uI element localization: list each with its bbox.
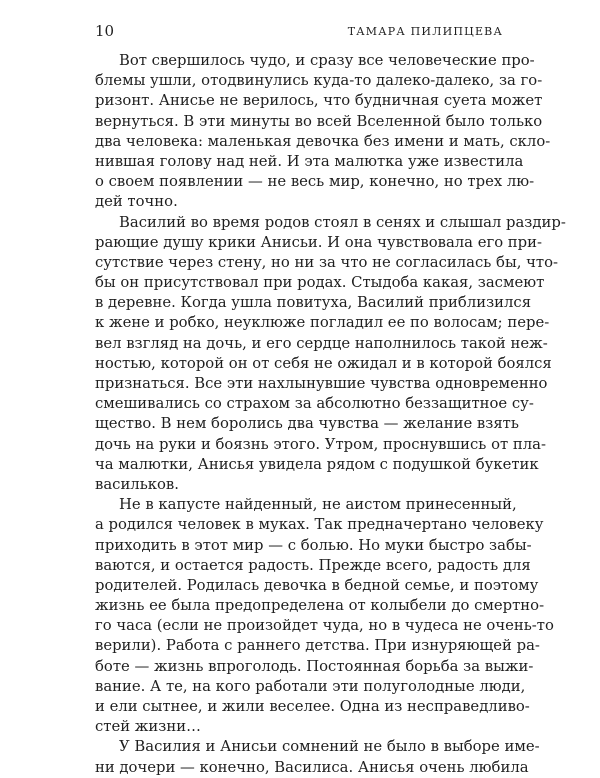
text-line: ностью, которой он от себя не ожидал и в которой боялся <box>95 354 552 372</box>
text-line: вание. А те, на кого работали эти полуголодные люди, <box>95 677 526 695</box>
text-line: У Василия и Анисьи сомнений не было в выборе име- <box>119 738 540 756</box>
text-line: ча малютки, Анисья увидела рядом с подушкой букетик <box>95 455 539 473</box>
text-line: признаться. Все эти нахлынувшие чувства одновременно <box>95 375 548 392</box>
text-line: приходить в этот мир — с болью. Но муки быстро забы- <box>95 536 532 554</box>
paragraph <box>95 737 540 777</box>
text-line: вел взгляд на дочь, и его сердце наполнилось такой неж- <box>95 334 548 352</box>
text-line: и ели сытнее, и жили веселее. Одна из несправедливо- <box>95 698 530 715</box>
body-text <box>95 51 566 778</box>
text-line: родителей. Родилась девочка в бедной семье, и поэтому <box>95 576 539 594</box>
text-line: сутствие через стену, но ни за что не согласилась бы, что- <box>95 253 559 271</box>
text-line: вернуться. В эти минуты во всей Вселенной было только <box>95 112 543 130</box>
text-line: Вот свершилось чудо, и сразу все человеческие про- <box>119 52 535 69</box>
text-line: нившая голову над ней. И эта малютка уже известила <box>95 152 524 170</box>
text-line: ваются, и остается радость. Прежде всего, радость для <box>95 556 531 574</box>
text-line: го часа (если не произойдет чуда, но в чудеса не очень-то <box>95 617 554 635</box>
text-line: два человека: маленькая девочка без имени и мать, скло- <box>95 132 551 150</box>
text-line: стей жизни… <box>95 718 201 736</box>
text-line: рающие душу крики Анисьи. И она чувствовала его при- <box>95 233 543 251</box>
text-line: Василий во время родов стоял в сенях и слышал раздир- <box>119 213 566 231</box>
paragraph <box>95 51 551 213</box>
text-line: боте — жизнь впроголодь. Постоянная борьба за выжи- <box>95 657 534 675</box>
text-line: дей точно. <box>95 193 178 211</box>
text-line: в деревне. Когда ушла повитуха, Василий приблизился <box>95 294 532 312</box>
paragraph <box>95 213 566 496</box>
page-number: 10 <box>95 22 115 40</box>
author-running-title: ТАМАРА ПИЛИПЦЕВА <box>347 25 503 38</box>
text-line: дочь на руки и боязнь этого. Утром, проснувшись от пла- <box>95 435 546 453</box>
text-line: щество. В нем боролись два чувства — желание взять <box>95 415 519 433</box>
text-line: а родился человек в муках. Так предначертано человеку <box>95 516 544 534</box>
text-line: Не в капусте найденный, не аистом принесенный, <box>119 496 517 514</box>
text-line: ризонт. Анисье не верилось, что будничная суета может <box>95 92 543 110</box>
paragraph <box>95 495 554 737</box>
text-line: о своем появлении — не весь мир, конечно, но трех лю- <box>95 173 535 191</box>
running-header <box>95 22 503 40</box>
text-line: к жене и робко, неуклюже погладил ее по волосам; пере- <box>95 314 550 332</box>
text-line: жизнь ее была предопределена от колыбели до смертно- <box>95 597 545 615</box>
text-line: блемы ушли, отодвинулись куда-то далеко-далеко, за го- <box>95 72 543 90</box>
text-line: васильков. <box>95 475 179 493</box>
text-line: бы он присутствовал при родах. Стыдоба какая, засмеют <box>95 274 545 292</box>
text-line: смешивались со страхом за абсолютно беззащитное су- <box>95 395 534 413</box>
text-line: ни дочери — конечно, Василиса. Анисья очень любила <box>95 758 529 776</box>
text-line: верили). Работа с раннего детства. При изнуряющей ра- <box>95 637 540 655</box>
